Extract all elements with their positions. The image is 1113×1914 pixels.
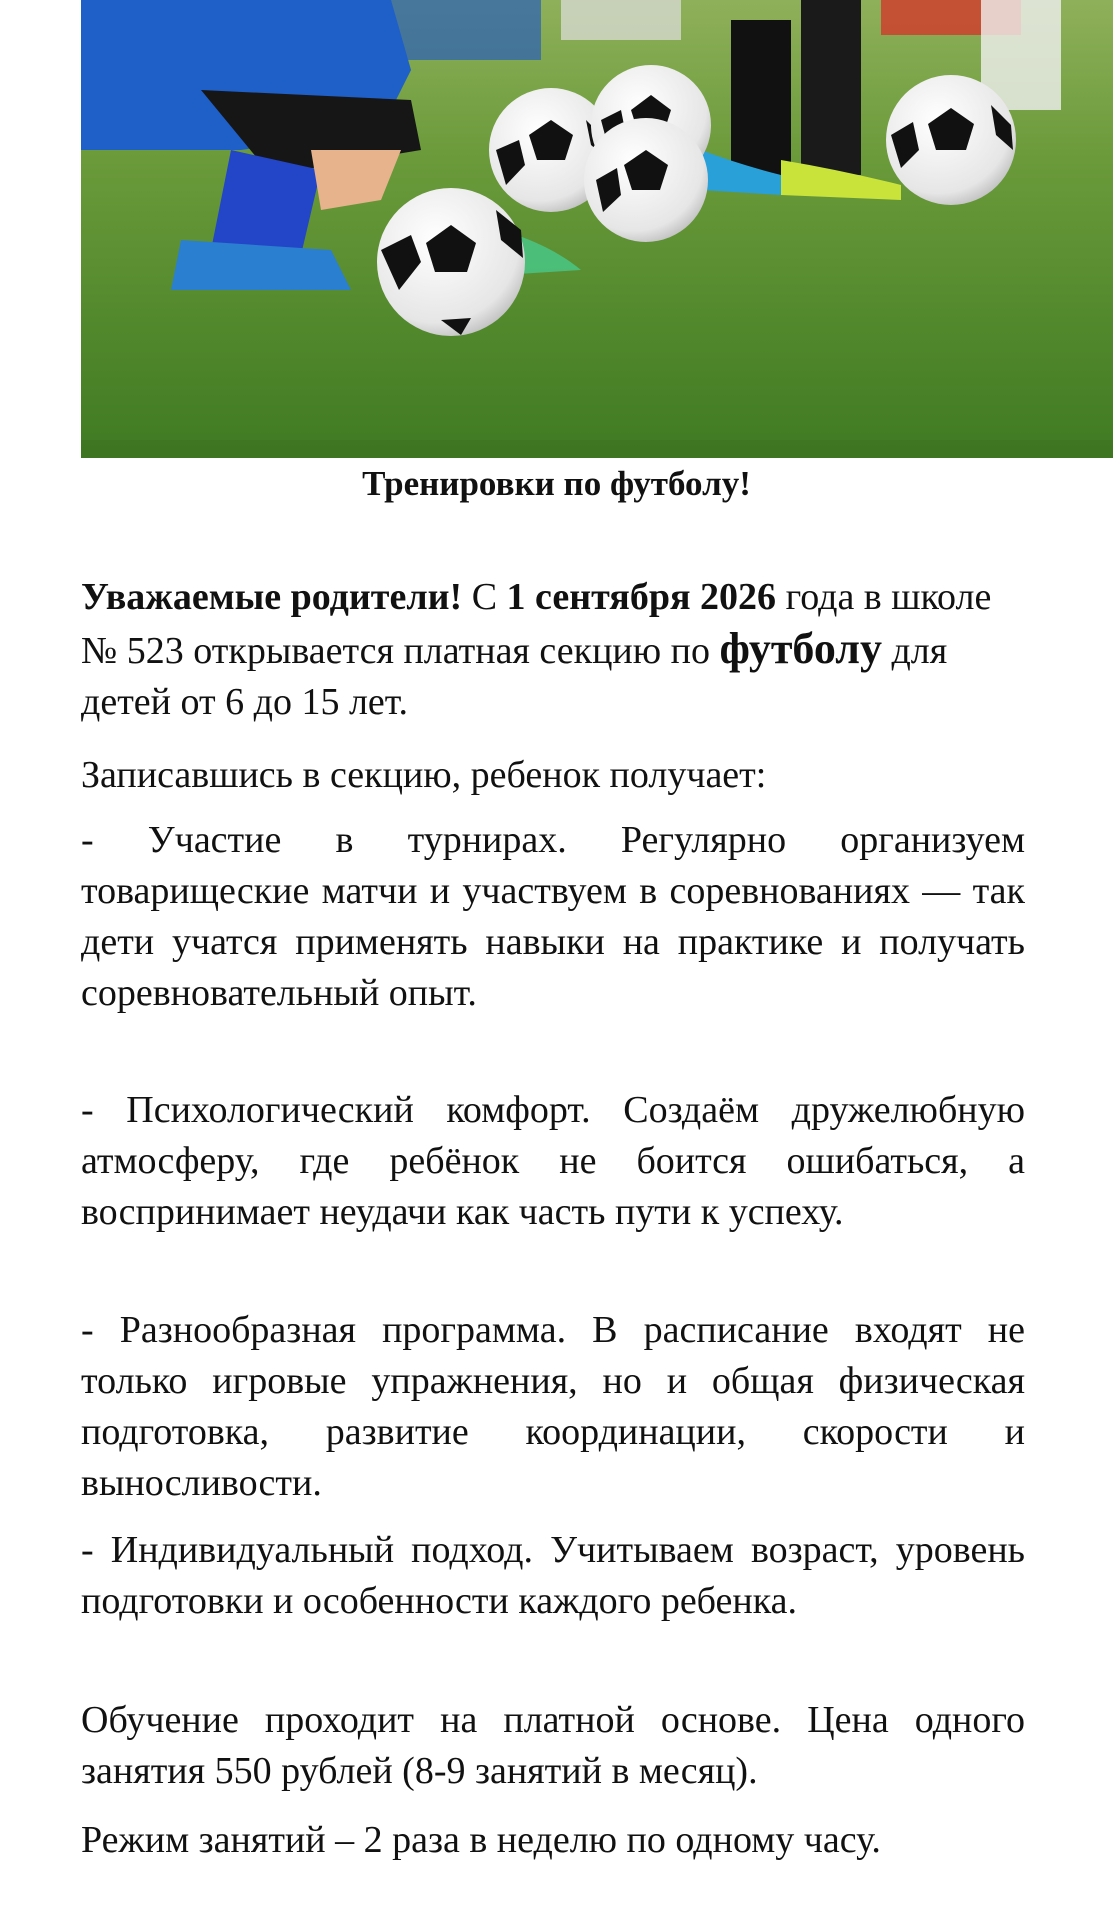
photo-illustration xyxy=(81,0,1113,458)
greeting: Уважаемые родители! xyxy=(81,576,463,618)
benefit-item: - Участие в турнирах. Регулярно организуем товарищеские матчи и участвуем в соревнованиях — так дети учатся применять навыки на практике и получать соревновательный опыт. xyxy=(81,819,1025,1014)
schedule-paragraph: Режим занятий – 2 раза в неделю по одному часу. xyxy=(81,1819,881,1861)
intro-text-3: для детей от 6 до 15 лет. xyxy=(81,630,948,723)
photo-caption: Тренировки по футболу! xyxy=(362,464,751,503)
benefit-item: - Психологический комфорт. Создаём дружелюбную атмосферу, где ребёнок не боится ошибаться, а воспринимает неудачи как часть пути к успеху. xyxy=(81,1089,1025,1233)
ball-icon xyxy=(886,75,1016,205)
benefit-item: - Разнообразная программа. В расписание входят не только игровые упражнения, но и общая физическая подготовка, развитие координации, скорости и выносливости. xyxy=(81,1309,1025,1504)
ball-icon xyxy=(377,188,525,336)
sport-name: футболу xyxy=(719,624,882,673)
intro-text-2: года в школе № 523 открывается платная секцию по xyxy=(81,576,992,672)
football-training-photo xyxy=(81,0,1113,458)
intro-text-1: С xyxy=(462,576,507,618)
start-date: 1 сентября 2026 xyxy=(506,576,777,618)
benefits-lead: Записавшись в секцию, ребенок получает: xyxy=(81,754,767,796)
intro-paragraph xyxy=(81,572,1025,728)
benefit-item: - Индивидуальный подход. Учитываем возраст, уровень подготовки и особенности каждого ребенка. xyxy=(81,1529,1025,1622)
price-paragraph: Обучение проходит на платной основе. Цена одного занятия 550 рублей (8-9 занятий в месяц). xyxy=(81,1699,1025,1792)
ball-icon xyxy=(584,118,708,242)
